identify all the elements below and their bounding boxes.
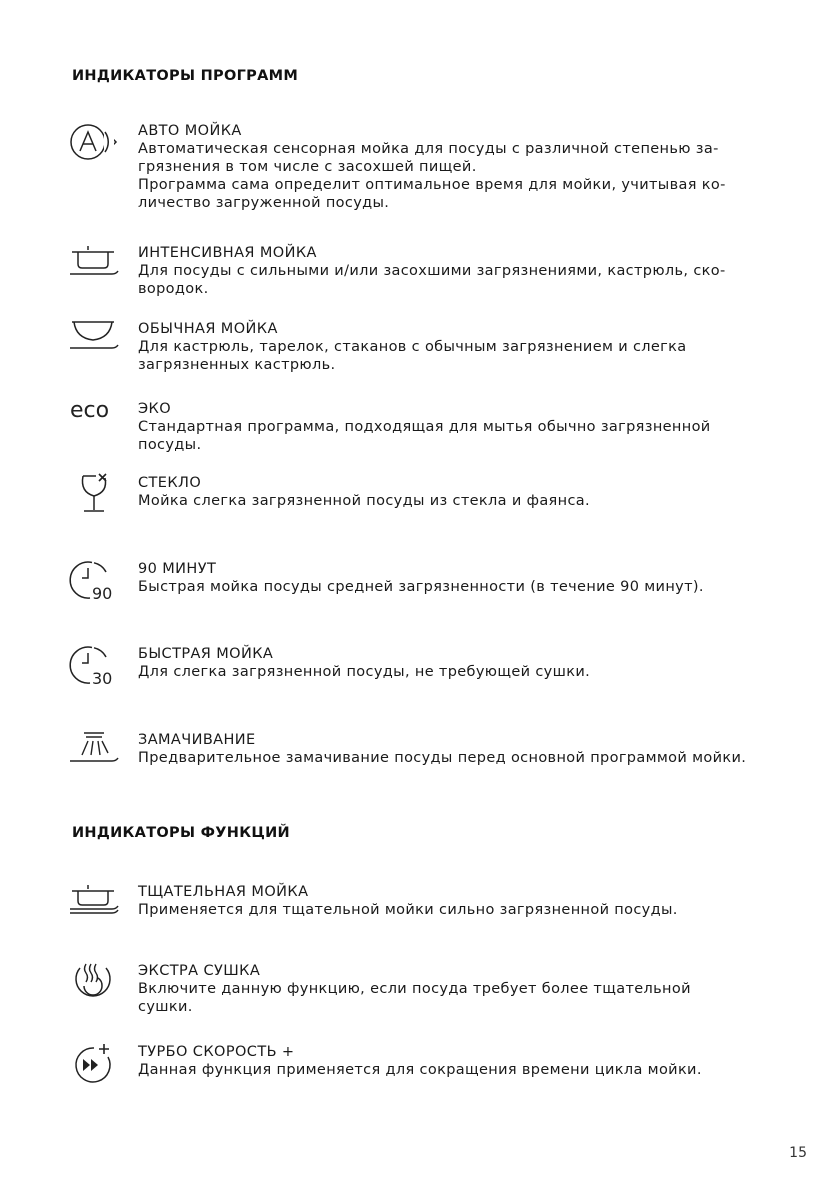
page-number: 15 — [789, 1145, 807, 1161]
function-description: Включите данную функцию, если посуда требует более тщательной сушки. — [138, 981, 691, 1015]
program-description: Мойка слегка загрязненной посуды из стекла и фаянса. — [138, 493, 590, 509]
function-description: Данная функция применяется для сокращения времени цикла мойки. — [138, 1062, 702, 1078]
program-description: Стандартная программа, подходящая для мытья обычно загрязненной посуды. — [138, 419, 711, 453]
program-description: Для кастрюль, тарелок, стаканов с обычным загрязнением и слегка загрязненных кастрюль. — [138, 339, 687, 373]
svg-text:eco: eco — [70, 398, 110, 423]
functions-heading: ИНДИКАТОРЫ ФУНКЦИЙ — [72, 825, 290, 841]
normal-bowl-icon — [68, 320, 122, 368]
program-description: Для слегка загрязненной посуды, не требующей сушки. — [138, 664, 591, 680]
program-title: БЫСТРАЯ МОЙКА — [138, 646, 274, 662]
function-title: ЭКСТРА СУШКА — [138, 963, 261, 979]
clock-30-icon — [68, 645, 122, 693]
glass-icon — [68, 474, 122, 522]
program-title: ИНТЕНСИВНАЯ МОЙКА — [138, 245, 317, 261]
function-title: ТЩАТЕЛЬНАЯ МОЙКА — [138, 884, 309, 900]
programs-heading: ИНДИКАТОРЫ ПРОГРАММ — [72, 68, 299, 84]
program-title: ЭКО — [138, 401, 172, 417]
program-description: Предварительное замачивание посуды перед основной программой мойки. — [138, 750, 747, 766]
thorough-wash-icon — [68, 883, 122, 931]
auto-wash-icon — [68, 122, 122, 170]
turbo-speed-icon — [68, 1043, 122, 1091]
program-title: 90 МИНУТ — [138, 561, 217, 577]
program-description: Для посуды с сильными и/или засохшими загрязнениями, кастрюль, ско- вородок. — [138, 263, 726, 297]
program-description: Автоматическая сенсорная мойка для посуды с различной степенью за- грязнения в том числе с засохшей пищей. Программа сама определит оптимальное время для мойки, учитывая ко- личество загруженной посуды. — [138, 141, 726, 211]
intensive-pot-icon — [68, 244, 122, 292]
svg-text:90: 90 — [92, 584, 113, 603]
program-description: Быстрая мойка посуды средней загрязненности (в течение 90 минут). — [138, 579, 704, 595]
program-title: ОБЫЧНАЯ МОЙКА — [138, 321, 278, 337]
program-title: АВТО МОЙКА — [138, 123, 242, 139]
program-title: СТЕКЛО — [138, 475, 202, 491]
function-description: Применяется для тщательной мойки сильно загрязненной посуды. — [138, 902, 678, 918]
function-title: ТУРБО СКОРОСТЬ + — [138, 1044, 295, 1060]
clock-90-icon — [68, 560, 122, 608]
eco-icon — [68, 400, 122, 448]
svg-text:30: 30 — [92, 669, 113, 688]
program-title: ЗАМАЧИВАНИЕ — [138, 732, 256, 748]
extra-dry-icon — [68, 962, 122, 1010]
soak-icon — [68, 731, 122, 779]
